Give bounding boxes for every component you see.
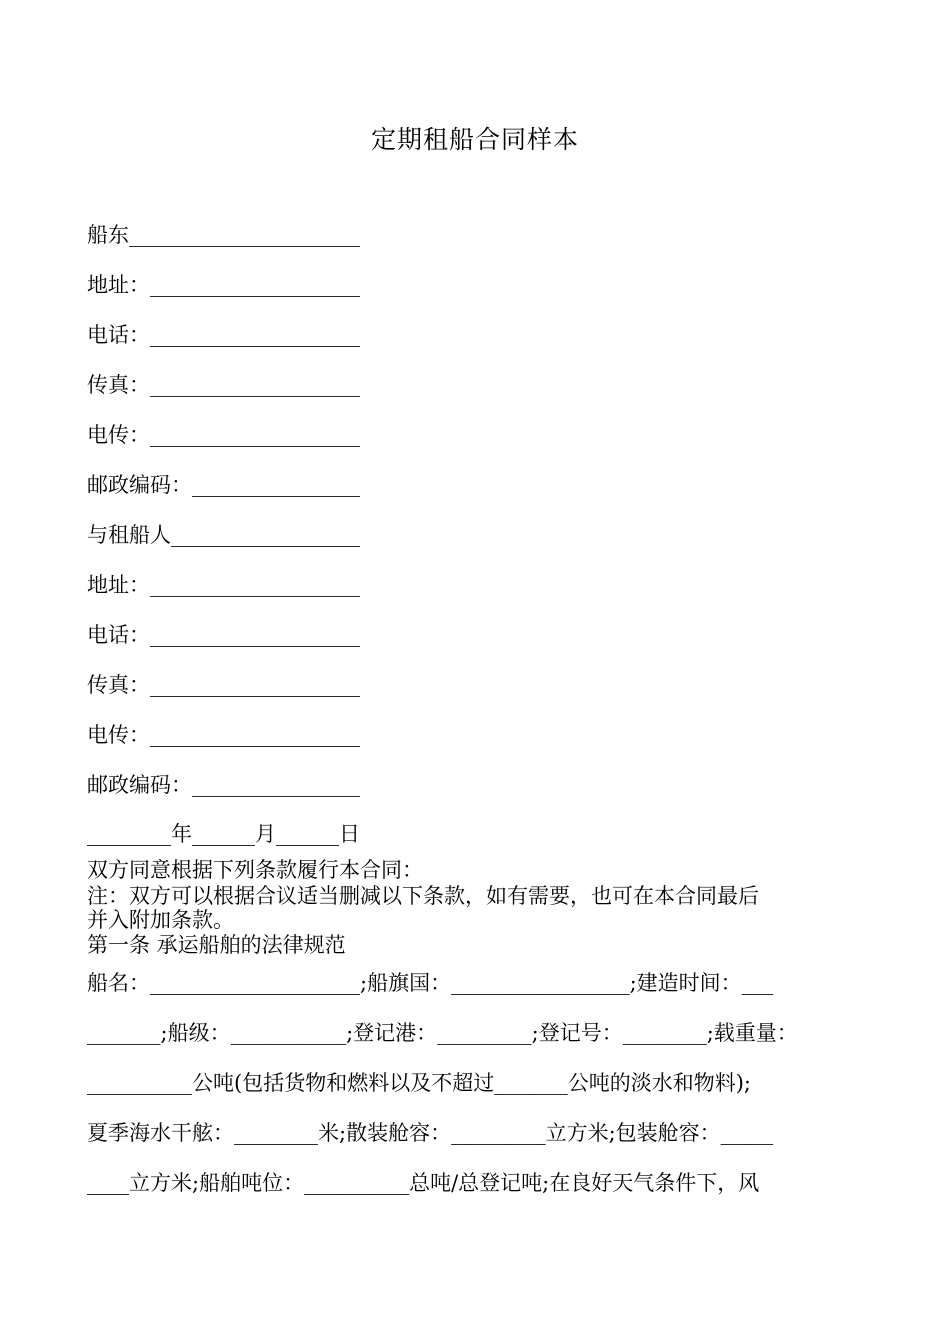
body-line: ____立方米;船舶吨位：__________总吨/总登记吨;在良好天气条件下，风 — [87, 1171, 760, 1195]
body-line: _______;船级：___________;登记港：_________;登记号：________;载重量： — [87, 1021, 798, 1045]
body-line: 船名：____________________;船旗国：_________________;建造时间：___ — [87, 971, 774, 995]
shipowner-field: 船东______________________ — [87, 223, 360, 247]
shipowner-postcode-field: 邮政编码：________________ — [87, 473, 360, 497]
shipowner-telex-field: 电传：____________________ — [87, 423, 360, 447]
charterer-postcode-field: 邮政编码：________________ — [87, 773, 360, 797]
intro-agreement: 双方同意根据下列条款履行本合同： — [87, 858, 423, 882]
charterer-field: 与租船人__________________ — [87, 523, 360, 547]
intro-note-cont: 并入附加条款。 — [87, 908, 234, 932]
charterer-fax-field: 传真：____________________ — [87, 673, 360, 697]
shipowner-phone-field: 电话：____________________ — [87, 323, 360, 347]
body-line: 夏季海水干舷：________米;散装舱容：_________立方米;包装舱容：_____ — [87, 1121, 774, 1145]
date-field: ________年______月______日 — [87, 822, 360, 846]
body-line: __________公吨(包括货物和燃料以及不超过_______公吨的淡水和物料); — [87, 1071, 751, 1095]
shipowner-fax-field: 传真：____________________ — [87, 373, 360, 397]
article-one-heading: 第一条 承运船舶的法律规范 — [87, 933, 346, 957]
shipowner-address-field: 地址：____________________ — [87, 273, 360, 297]
intro-note: 注：双方可以根据合议适当删减以下条款，如有需要，也可在本合同最后 — [87, 884, 759, 908]
charterer-phone-field: 电话：____________________ — [87, 623, 360, 647]
charterer-telex-field: 电传：____________________ — [87, 723, 360, 747]
charterer-address-field: 地址：____________________ — [87, 573, 360, 597]
document-title: 定期租船合同样本 — [370, 125, 579, 154]
